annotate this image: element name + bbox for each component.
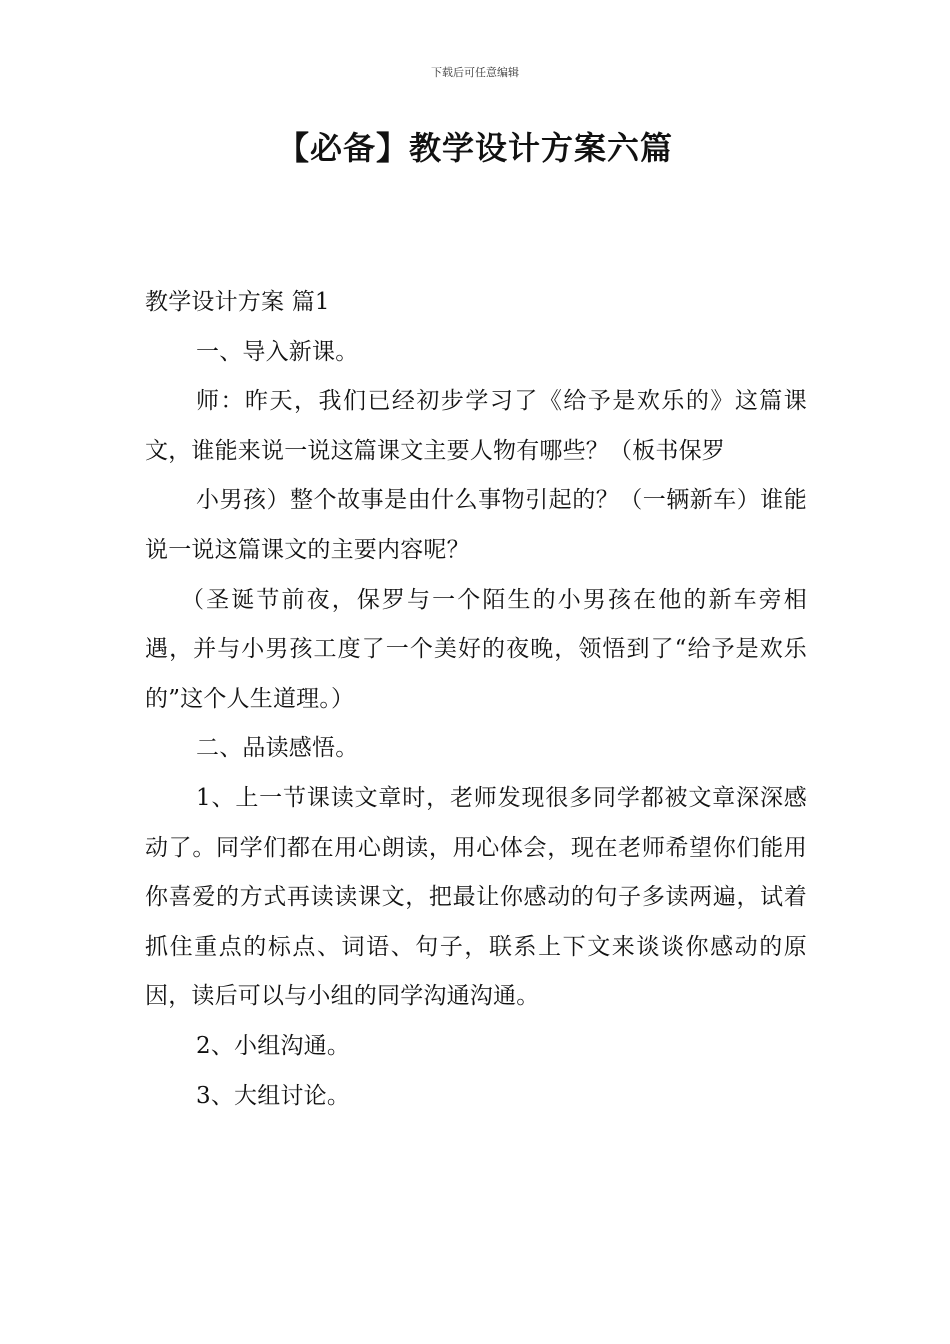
paragraph-5: 二、品读感悟。 [196, 735, 359, 762]
document-body [145, 278, 807, 1121]
paragraph-7: 2、小组沟通。 [196, 1032, 351, 1059]
header-note: 下载后可任意编辑 [431, 66, 519, 79]
document-title: 【必备】教学设计方案六篇 [276, 129, 673, 167]
section-title: 教学设计方案 篇1 [145, 289, 330, 315]
paragraph-6: 1、上一节课读文章时，老师发现很多同学都被文章深深感动了。同学们都在用心朗读，用心体会，现在老师希望你们能用你喜爱的方式再读读课文，把最让你感动的句子多读两遍，试着抓住重点的标点、词语、句子，联系上下文来谈谈你感动的原因，读后可以与小组的同学沟通沟通。 [145, 784, 807, 1010]
paragraph-8: 3、大组讨论。 [196, 1082, 351, 1109]
paragraph-2: 师：昨天，我们已经初步学习了《给予是欢乐的》这篇课文，谁能来说一说这篇课文主要人物有哪些？（板书保罗 [145, 388, 807, 464]
paragraph-3: 小男孩）整个故事是由什么事物引起的？（一辆新车）谁能说一说这篇课文的主要内容呢？ [145, 487, 807, 563]
paragraph-4: （圣诞节前夜，保罗与一个陌生的小男孩在他的新车旁相遇，并与小男孩工度了一个美好的夜晚，领悟到了“给予是欢乐的”这个人生道理。） [145, 586, 807, 712]
paragraph-1: 一、导入新课。 [196, 338, 359, 365]
